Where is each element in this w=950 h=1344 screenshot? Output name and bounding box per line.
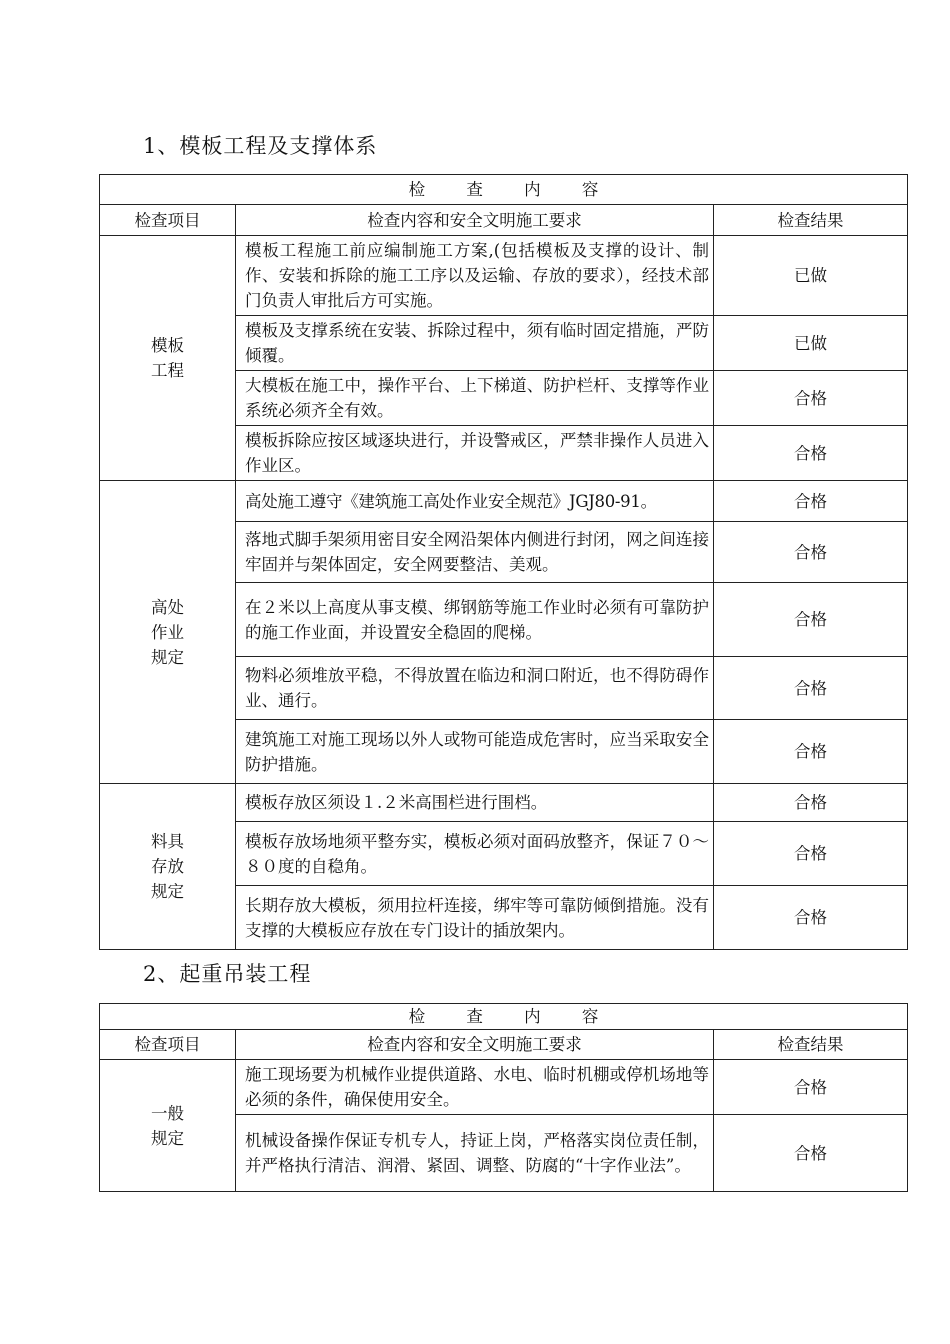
requirement-cell: 模板工程施工前应编制施工方案,(包括模板及支撑的设计、制作、安装和拆除的施工工序以及运输、存放的要求），经技术部门负责人审批后方可实施。 <box>236 236 714 316</box>
result-cell: 已做 <box>714 316 908 371</box>
requirement-cell: 施工现场要为机械作业提供道路、水电、临时机棚或停机场地等必须的条件，确保使用安全。 <box>236 1060 714 1115</box>
result-cell: 合格 <box>714 1115 908 1192</box>
requirement-cell: 机械设备操作保证专机专人，持证上岗，严格落实岗位责任制，并严格执行清洁、润滑、紧固、调整、防腐的“十字作业法”。 <box>236 1115 714 1192</box>
result-cell: 合格 <box>714 426 908 481</box>
category-cell: 一般 规定 <box>100 1060 236 1192</box>
header-item: 检查项目 <box>100 205 236 236</box>
requirement-cell: 大模板在施工中，操作平台、上下梯道、防护栏杆、支撑等作业系统必须齐全有效。 <box>236 371 714 426</box>
result-cell: 已做 <box>714 236 908 316</box>
header-item: 检查项目 <box>100 1030 236 1060</box>
section-title: 2、起重吊装工程 <box>143 962 312 986</box>
requirement-cell: 长期存放大模板，须用拉杆连接，绑牢等可靠防倾倒措施。没有支撑的大模板应存放在专门设计的插放架内。 <box>236 886 714 950</box>
category-cell: 料具 存放 规定 <box>100 784 236 950</box>
result-cell: 合格 <box>714 720 908 784</box>
result-cell: 合格 <box>714 371 908 426</box>
header-result: 检查结果 <box>714 1030 908 1060</box>
result-cell: 合格 <box>714 481 908 522</box>
inspection-table <box>99 1003 908 1192</box>
requirement-cell: 模板拆除应按区域逐块进行，并设警戒区，严禁非操作人员进入作业区。 <box>236 426 714 481</box>
requirement-cell: 模板存放区须设１.２米高围栏进行围档。 <box>236 784 714 822</box>
header-requirements: 检查内容和安全文明施工要求 <box>236 205 714 236</box>
table-caption: 检 查 内 容 <box>100 175 908 205</box>
result-cell: 合格 <box>714 583 908 657</box>
header-result: 检查结果 <box>714 205 908 236</box>
requirement-cell: 落地式脚手架须用密目安全网沿架体内侧进行封闭，网之间连接牢固并与架体固定，安全网要整洁、美观。 <box>236 522 714 583</box>
requirement-cell: 在２米以上高度从事支模、绑钢筋等施工作业时必须有可靠防护的施工作业面，并设置安全稳固的爬梯。 <box>236 583 714 657</box>
result-cell: 合格 <box>714 657 908 720</box>
result-cell: 合格 <box>714 822 908 886</box>
table-caption: 检 查 内 容 <box>100 1004 908 1030</box>
section-title: 1、模板工程及支撑体系 <box>143 134 378 158</box>
inspection-table <box>99 174 908 950</box>
result-cell: 合格 <box>714 784 908 822</box>
category-cell: 模板 工程 <box>100 236 236 481</box>
category-cell: 高处 作业 规定 <box>100 481 236 784</box>
requirement-cell: 模板及支撑系统在安装、拆除过程中，须有临时固定措施，严防倾覆。 <box>236 316 714 371</box>
requirement-cell: 物料必须堆放平稳，不得放置在临边和洞口附近，也不得防碍作业、通行。 <box>236 657 714 720</box>
result-cell: 合格 <box>714 886 908 950</box>
requirement-cell: 建筑施工对施工现场以外人或物可能造成危害时，应当采取安全防护措施。 <box>236 720 714 784</box>
requirement-cell: 模板存放场地须平整夯实，模板必须对面码放整齐，保证７０～８０度的自稳角。 <box>236 822 714 886</box>
requirement-cell: 高处施工遵守《建筑施工高处作业安全规范》JGJ80-91。 <box>236 481 714 522</box>
result-cell: 合格 <box>714 1060 908 1115</box>
result-cell: 合格 <box>714 522 908 583</box>
header-requirements: 检查内容和安全文明施工要求 <box>236 1030 714 1060</box>
